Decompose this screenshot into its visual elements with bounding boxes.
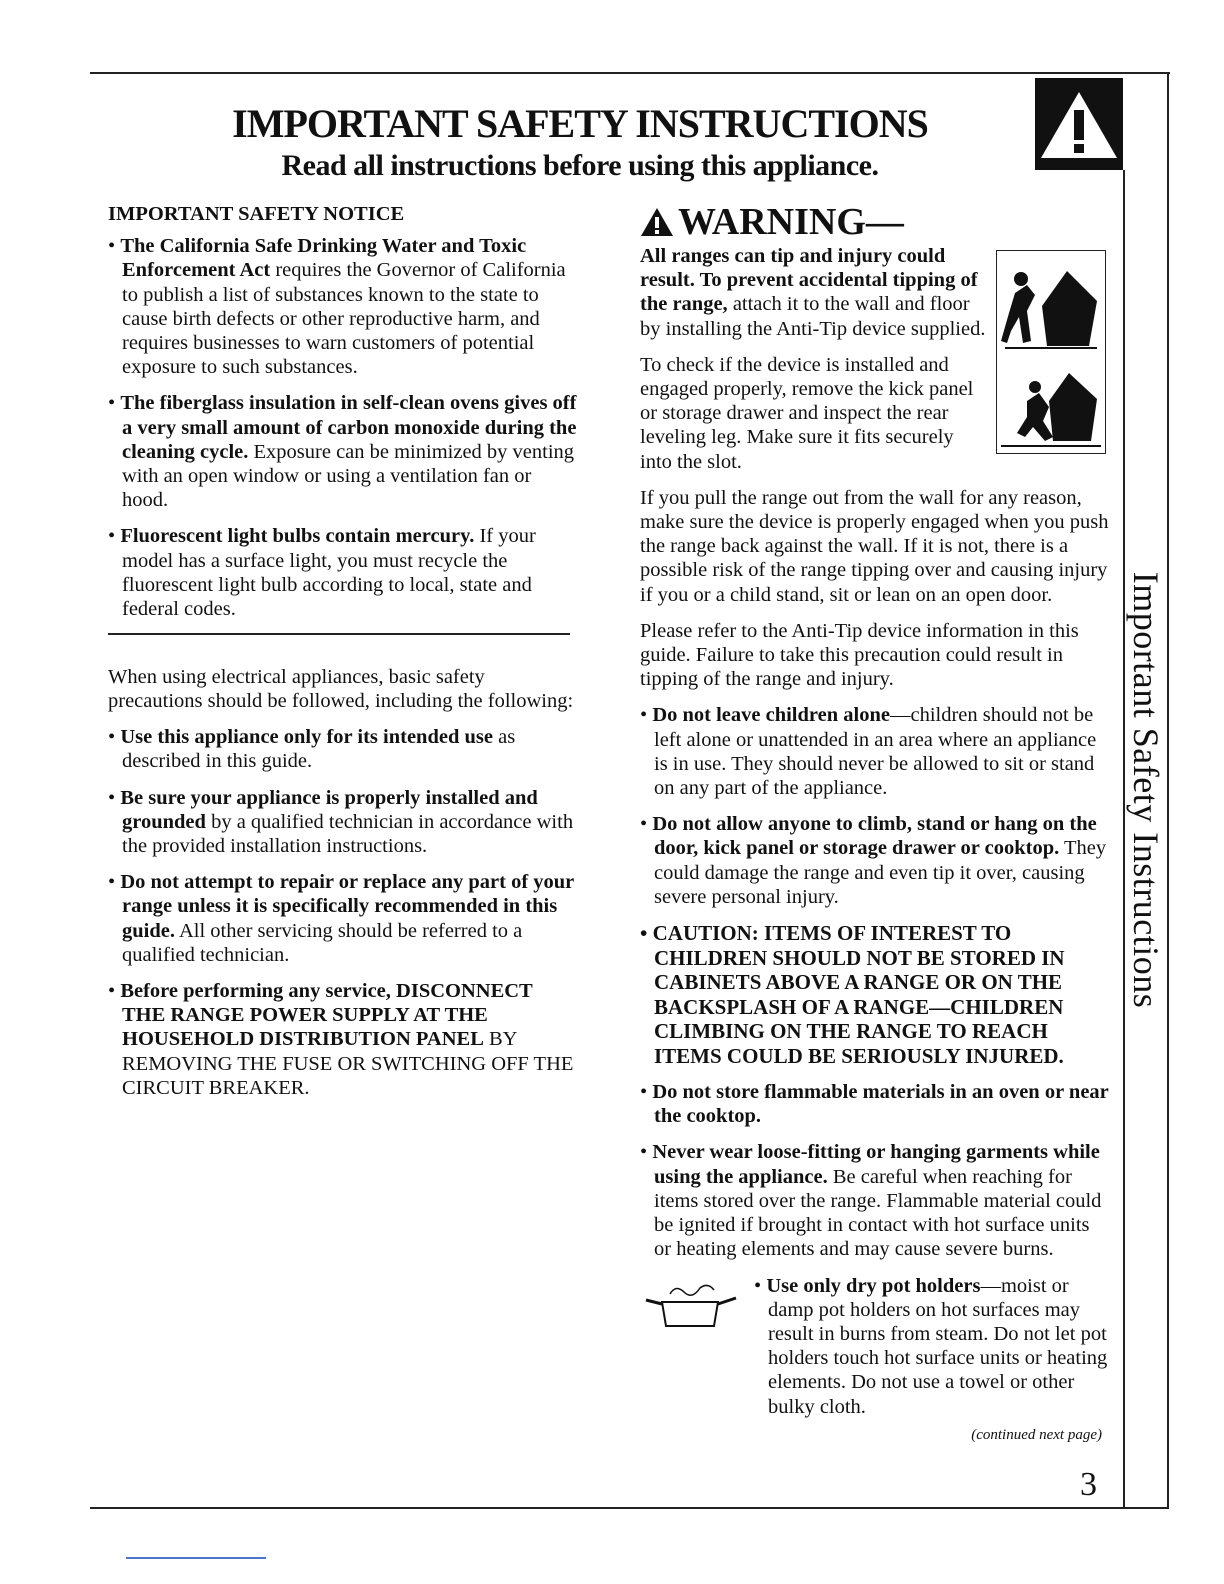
safety-item: • Never wear loose-fitting or hanging garments while using the appliance. Be careful when reaching for items stored over the range. Flammable material could be ignited if brought in contact with hot surface units or heating elements and may cause severe burns. [640,1141,1102,1261]
right-rule [1167,72,1169,1508]
left-column [108,202,578,1112]
safety-item: • Do not allow anyone to climb, stand or hang on the door, kick panel or storage drawer or cooktop. They could damage the range and even tip it over, causing severe personal injury. [640,813,1107,908]
safety-item: • Use this appliance only for its intended use as described in this guide. [108,726,516,773]
top-rule [90,72,1170,74]
bottom-rule [90,1507,1169,1509]
notice-item: • The fiberglass insulation in self-clean ovens gives off a very small amount of carbon monoxide during the cleaning cycle. Exposure can be minimized by venting with an open window or using a ventilation fan or hood. [108,392,577,512]
safety-item: • Before performing any service, DISCONNECT THE RANGE POWER SUPPLY AT THE HOUSEHOLD DISTRIBUTION PANEL BY REMOVING THE FUSE OR SWITCHING OFF THE CIRCUIT BREAKER. [108,979,574,1099]
safety-item: • Do not attempt to repair or replace any part of your range unless it is specifically recommended in this guide. All other servicing should be referred to a qualified technician. [108,871,574,966]
right-column [640,202,1110,1447]
child-tipping-range-icon [997,251,1105,453]
warning-small-icon [640,207,674,237]
notice-item: • Fluorescent light bulbs contain mercury. If your model has a surface light, you must recycle the fluorescent light bulb according to local, state and federal codes. [108,525,536,621]
side-tab-title: Important Safety Instructions [1126,571,1166,1009]
section-divider [108,633,570,635]
tip-over-illustration [996,250,1106,454]
warning-block [1035,78,1123,170]
page-header [100,100,1060,184]
check-text: To check if the device is installed and engaged properly, remove the kick panel or storage drawer and inspect the rear leveling leg. Make sure it fits securely into the slot. [640,353,974,473]
page-title: IMPORTANT SAFETY INSTRUCTIONS [232,101,928,146]
caution-item: • CAUTION: ITEMS OF INTEREST TO CHILDREN SHOULD NOT BE STORED IN CABINETS ABOVE A RANGE OR ON THE BACKSPLASH OF A RANGE—CHILDREN CLIMBING ON THE RANGE TO REACH ITEMS COULD BE SERIOUSLY INJURED. [640,921,1065,1068]
continued-note: (continued next page) [971,1426,1102,1443]
pot-holder-text: • Use only dry pot holders—moist or damp pot holders on hot surfaces may result in burns from steam. Do not let pot holders touch hot surface units or heating elements. Do not use a towel or other bulky cloth. [754,1274,1108,1418]
warning-triangle-icon [1039,90,1119,160]
page-subtitle: Read all instructions before using this appliance. [281,149,879,182]
safety-item: • Do not leave children alone—children should not be left alone or unattended in an area where an appliance is in use. They should never be allowed to sit or stand on any part of the appliance. [640,704,1097,800]
page-number: 3 [1080,1466,1097,1503]
intro-text: When using electrical appliances, basic safety precautions should be followed, including the following: [108,665,574,712]
warning-text: All ranges can tip and injury could result. To prevent accidental tipping of the range, attach it to the wall and floor by installing the Anti-Tip device supplied. [640,245,986,340]
safety-item: • Do not store flammable materials in an oven or near the cooktop. [640,1081,1109,1128]
notice-item: • The California Safe Drinking Water and Toxic Enforcement Act requires the Governor of California to publish a list of substances known to the state to cause birth defects or other reproductive harm, and requires businesses to warn customers of potential exposure to such substances. [108,235,566,379]
pull-out-text: If you pull the range out from the wall for any reason, make sure the device is properly engaged when you push the range back against the wall. If it is not, there is a possible risk of the range tipping over and causing injury if you or a child stand, sit or lean on an open door. [640,486,1109,606]
warning-heading: WARNING— [640,202,1110,242]
pot-holder-item [640,1274,1110,1419]
pot-with-steam-icon [640,1280,740,1332]
refer-text: Please refer to the Anti-Tip device information in this guide. Failure to take this precaution could result in tipping of the range and injury. [640,619,1079,691]
safety-item: • Be sure your appliance is properly installed and grounded by a qualified technician in accordance with the provided installation instructions. [108,786,574,857]
notice-title: IMPORTANT SAFETY NOTICE [108,203,405,225]
stray-blue-line [126,1557,266,1559]
